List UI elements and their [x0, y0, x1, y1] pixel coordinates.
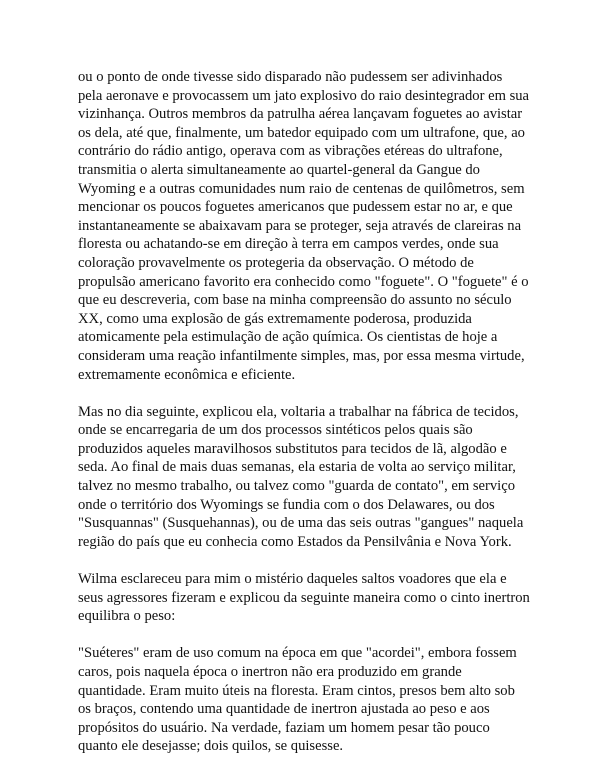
paragraph: Wilma esclareceu para mim o mistério daqueles saltos voadores que ela e seus agressores fizeram e explicou da seguinte maneira como o cinto inertron equilibra o peso:: [78, 571, 530, 625]
paragraph: ou o ponto de onde tivesse sido disparado não pudessem ser adivinhados pela aeronave e provocassem um jato explosivo do raio desintegrador em sua vizinhança. Outros membros da patrulha aérea lançavam foguetes ao avistar os dela, até que, finalmente, um batedor equipado com um ultrafone, que, ao contrário do rádio antigo, operava com as vibrações etéreas do ultrafone, transmitia o alerta simultaneamente ao quartel-general da Gangue do Wyoming e a outras comunidades num raio de centenas de quilômetros, sem mencionar os poucos foguetes americanos que pudessem estar no ar, e que instantaneamente se abaixavam para se proteger, seja através de clareiras na floresta ou achatando-se em direção à terra em campos verdes, onde sua coloração provavelmente os protegeria da observação. O método de propulsão americano favorito era conhecido como "foguete". O "foguete" é o que eu descreveria, com base na minha compreensão do assunto no século XX, como uma explosão de gás extremamente poderosa, produzida atomicamente pela estimulação de ação química. Os cientistas de hoje a consideram uma reação infantilmente simples, mas, por essa mesma virtude, extremamente econômica e eficiente.: [78, 69, 530, 383]
paragraph: Mas no dia seguinte, explicou ela, voltaria a trabalhar na fábrica de tecidos, onde se encarregaria de um dos processos sintéticos pelos quais são produzidos aqueles maravilhosos substitutos para tecidos de lã, algodão e seda. Ao final de mais duas semanas, ela estaria de volta ao serviço militar, talvez no mesmo trabalho, ou talvez como "guarda de contato", em serviço onde o território dos Wyomings se fundia com o dos Delawares, ou dos "Susquannas" (Susquehannas), ou de uma das seis outras "gangues" naquela região do país que eu conhecia como Estados da Pensilvânia e Nova York.: [78, 403, 524, 550]
document-page: [78, 68, 530, 775]
paragraph: "Suéteres" eram de uso comum na época em que "acordei", embora fossem caros, pois naquela época o inertron não era produzido em grande quantidade. Eram muito úteis na floresta. Eram cintos, presos bem alto sob os braços, contendo uma quantidade de inertron ajustada ao peso e aos propósitos do usuário. Na verdade, faziam um homem pesar tão pouco quanto ele desejasse; dois quilos, se quisesse.: [78, 645, 517, 755]
